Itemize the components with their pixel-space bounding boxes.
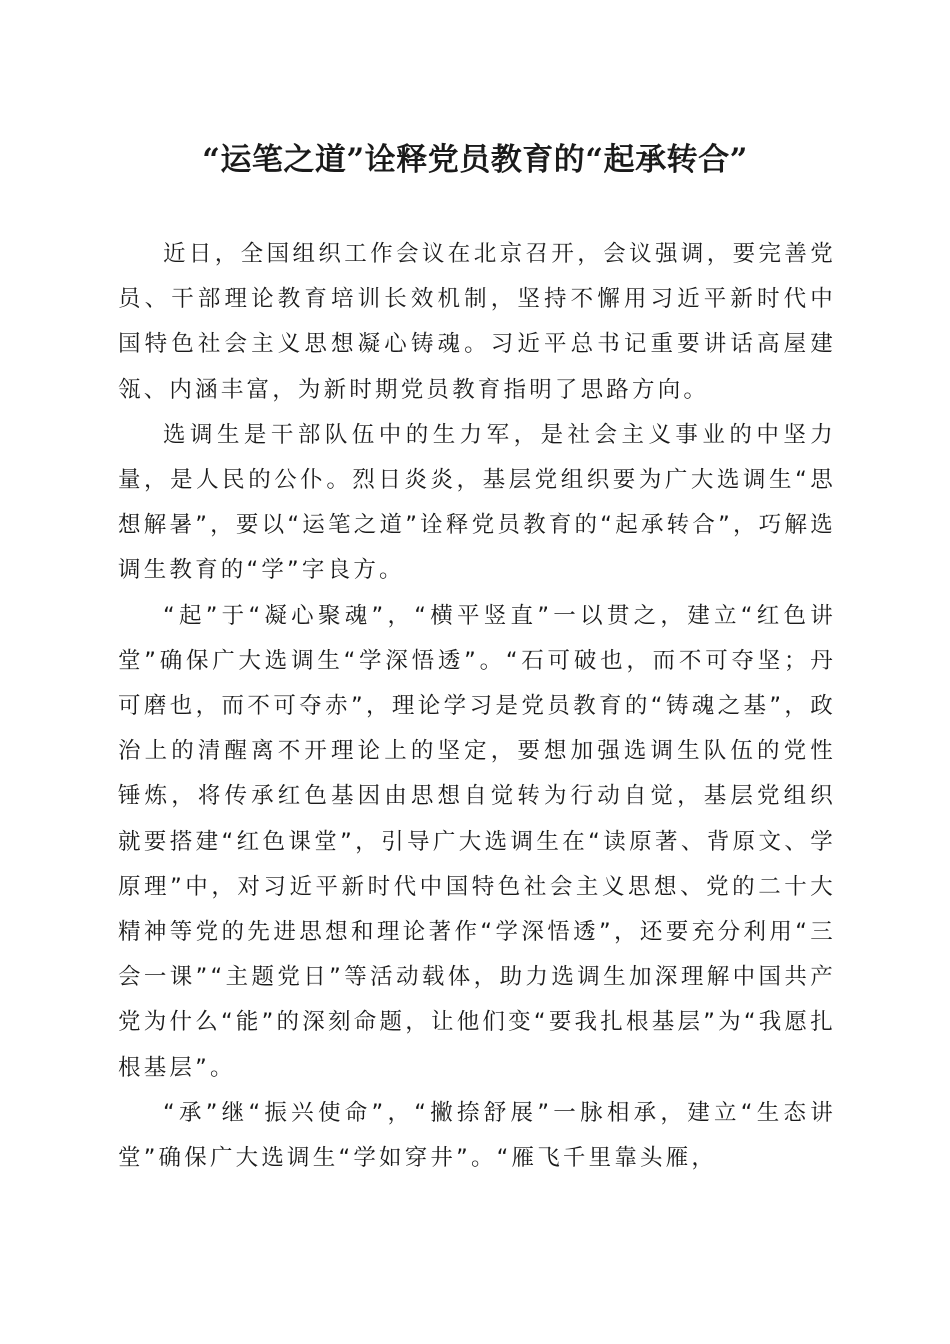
document-body <box>118 232 836 1181</box>
paragraph-2: 选调生是干部队伍中的生力军，是社会主义事业的中坚力量，是人民的公仆。烈日炎炎，基层党组织要为广大选调生“思想解暑”，要以“运笔之道”诠释党员教育的“起承转合”，巧解选调生教育的“学”字良方。 <box>118 421 836 584</box>
paragraph-1: 近日，全国组织工作会议在北京召开，会议强调，要完善党员、干部理论教育培训长效机制，坚持不懈用习近平新时代中国特色社会主义思想凝心铸魂。习近平总书记重要讲话高屋建瓴、内涵丰富，为新时期党员教育指明了思路方向。 <box>118 241 836 403</box>
paragraph-4: “承”继“振兴使命”，“撇捺舒展”一脉相承，建立“生态讲堂”确保广大选调生“学如穿井”。“雁飞千里靠头雁， <box>118 1099 836 1172</box>
document-title: “运笔之道”诠释党员教育的“起承转合” <box>202 142 748 178</box>
paragraph-3: “起”于“凝心聚魂”，“横平竖直”一以贯之，建立“红色讲堂”确保广大选调生“学深悟透”。“石可破也，而不可夺坚；丹可磨也，而不可夺赤”，理论学习是党员教育的“铸魂之基”，政治上的清醒离不开理论上的坚定，要想加强选调生队伍的党性锤炼，将传承红色基因由思想自觉转为行动自觉，基层党组织就要搭建“红色课堂”，引导广大选调生在“读原著、背原文、学原理”中，对习近平新时代中国特色社会主义思想、党的二十大精神等党的先进思想和理论著作“学深悟透”，还要充分利用“三会一课”“主题党日”等活动载体，助力选调生加深理解中国共产党为什么“能”的深刻命题，让他们变“要我扎根基层”为“我愿扎根基层”。 <box>118 602 836 1081</box>
